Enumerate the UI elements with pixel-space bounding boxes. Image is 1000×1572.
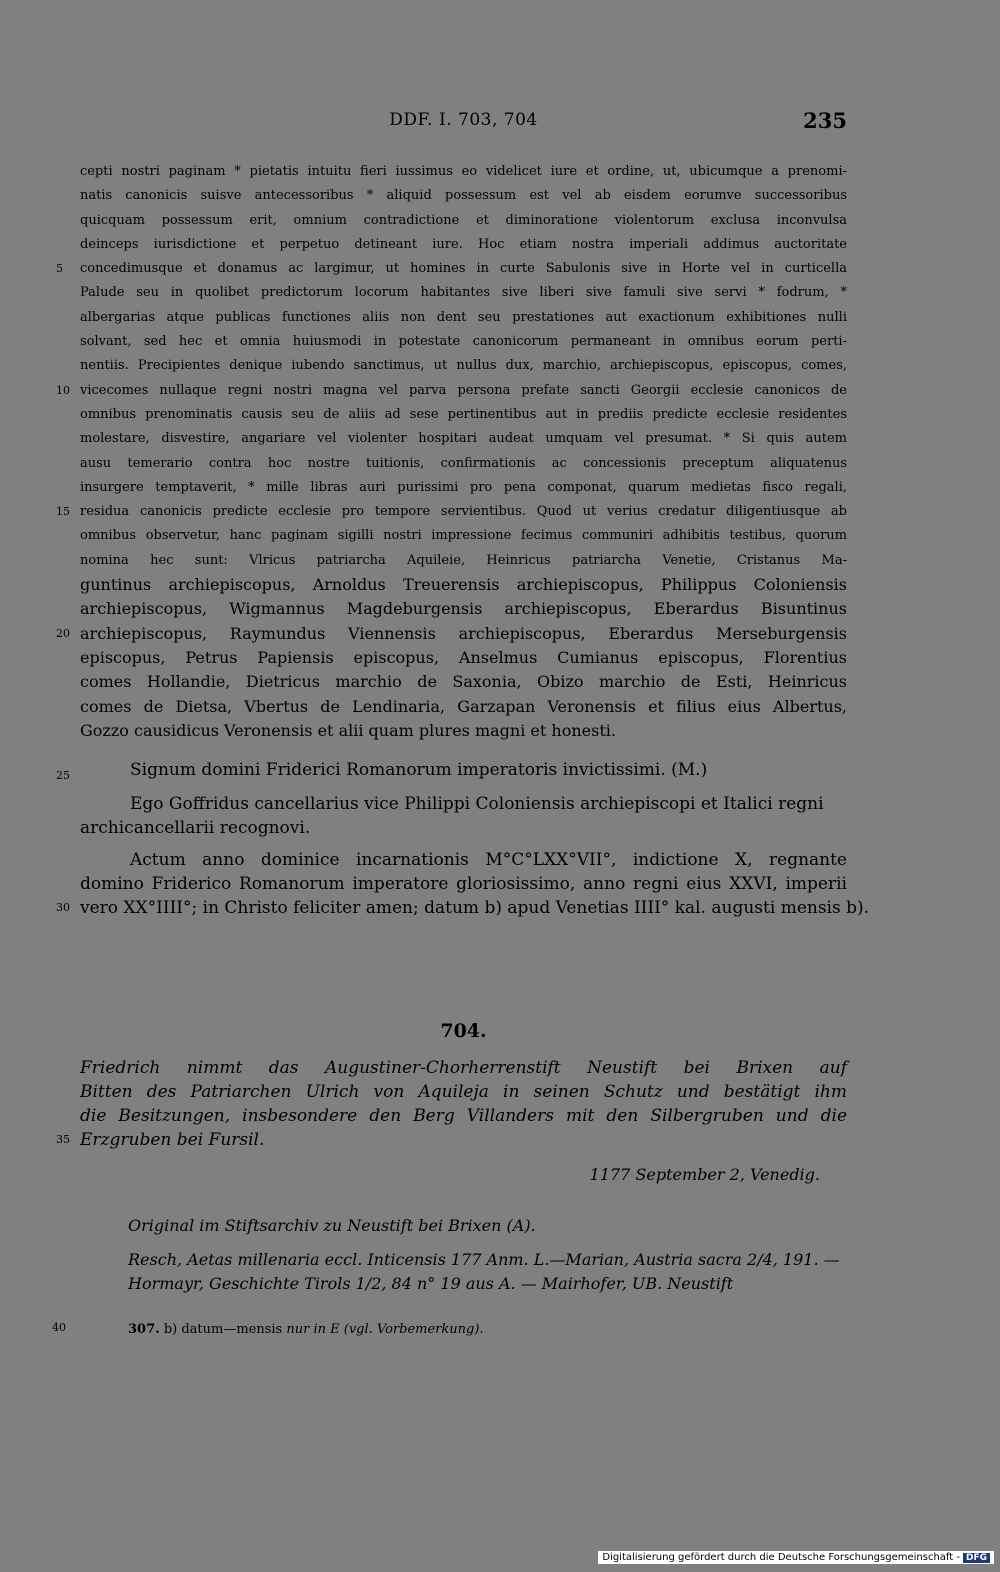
footnote: [128, 1322, 484, 1337]
charter-text: [56, 160, 847, 743]
line-text: vero XX°IIII°; in Christo feliciter amen; datum b) apud Venetias IIII° kal. augusti mensis b).: [80, 898, 870, 918]
line-text: Gozzo causidicus Veronensis et alii quam plures magni et honesti.: [80, 720, 616, 740]
text-line: [56, 622, 847, 646]
line-text: natis canonicis suisve antecessoribus * aliquid possessum est vel ab eisdem eorumve successoribus: [80, 188, 847, 204]
line-text: nomina hec sunt: Vlricus patriarcha Aquileie, Heinricus patriarcha Venetie, Cristanus Ma-: [80, 552, 847, 568]
actum-paragraph: [56, 848, 870, 920]
line-number: 20: [56, 626, 70, 640]
text-line: [80, 549, 847, 573]
line-number: 40: [52, 1321, 66, 1334]
text-line: [80, 476, 847, 500]
line-text: guntinus archiepiscopus, Arnoldus Treuerensis archiepiscopus, Philippus Coloniensis: [80, 575, 847, 595]
line-text: episcopus, Petrus Papiensis episcopus, Anselmus Cumianus episcopus, Florentius: [80, 647, 847, 667]
text-line: [80, 306, 847, 330]
line-text: Friedrich nimmt das Augustiner-Chorherrenstift Neustift bei Brixen auf: [80, 1058, 847, 1078]
text-line: [56, 500, 847, 524]
line-text: cepti nostri paginam * pietatis intuitu fieri iussimus eo videlicet iure et ordine, ut, ubicumque a prenomi-: [80, 164, 847, 179]
credit-text: Digitalisierung gefördert durch die Deutsche Forschungsgemeinschaft -: [602, 1552, 960, 1563]
line-text: domino Friderico Romanorum imperatore gloriosissimo, anno regni eius XXVI, imperii: [80, 874, 847, 894]
summary-line: [56, 1128, 847, 1152]
text-line: [80, 719, 847, 743]
page-number: 235: [803, 108, 847, 133]
text-line: [80, 427, 847, 451]
text-line: [56, 896, 870, 920]
text-line: [80, 233, 847, 257]
line-text: insurgere temptaverit, * mille libras auri purissimi pro pena componat, quarum medietas fisco regali,: [80, 479, 847, 495]
footnote-note: nur in E (vgl. Vorbemerkung).: [286, 1322, 484, 1337]
line-text: Erzgruben bei Fursil.: [80, 1130, 265, 1150]
line-text: die Besitzungen, insbesondere den Berg Villanders mit den Silbergruben und die: [80, 1106, 847, 1126]
text-line: [80, 573, 847, 597]
line-text: ausu temerario contra hoc nostre tuitionis, confirmationis ac concessionis preceptum aliquatenus: [80, 455, 847, 471]
text-line: [80, 354, 847, 378]
source-original: Original im Stiftsarchiv zu Neustift bei Brixen (A).: [128, 1216, 536, 1235]
signum-line: [56, 758, 847, 782]
text-line: [56, 257, 847, 281]
document-summary: [56, 1056, 847, 1152]
line-text: concedimusque et donamus ac largimur, ut homines in curte Sabulonis sive in Horte vel in curticella: [80, 261, 847, 277]
line-number: 35: [56, 1133, 70, 1146]
line-text: deinceps iurisdictione et perpetuo detineant iure. Hoc etiam nostra imperiali addimus auctoritate: [80, 236, 847, 252]
source-editions: Resch, Aetas millenaria eccl. Inticensis 177 Anm. L.—Marian, Austria sacra 2/4, 191. — Hormayr, Geschichte Tirols 1/2, 84 n° 19 aus A. — Mairhofer, UB. Neustift: [128, 1250, 840, 1293]
summary-line: [80, 1056, 847, 1080]
line-number: 30: [56, 901, 70, 914]
text-line: [80, 184, 847, 208]
line-text: quicquam possessum erit, omnium contradictione et diminoratione violentorum exclusa inconvulsa: [80, 212, 847, 228]
line-text: comes Hollandie, Dietricus marchio de Saxonia, Obizo marchio de Esti, Heinricus: [80, 672, 847, 692]
text-line: [80, 452, 847, 476]
text-line: [80, 524, 847, 548]
line-number: 5: [56, 262, 63, 276]
footnote-marker: b) datum—mensis: [163, 1322, 283, 1337]
text-line: [80, 403, 847, 427]
text-line: [80, 281, 847, 305]
signum-text: Signum domini Friderici Romanorum imperatoris invictissimi. (M.): [130, 760, 708, 780]
text-line: [80, 209, 847, 233]
line-text: archiepiscopus, Wigmannus Magdeburgensis archiepiscopus, Eberardus Bisuntinus: [80, 599, 847, 619]
document-number: 704.: [440, 1020, 487, 1042]
text-line: [80, 597, 847, 621]
line-text: Actum anno dominice incarnationis M°C°LXX°VII°, indictione X, regnante: [130, 850, 847, 870]
text-line: [80, 848, 847, 872]
header-reference: DDF. I. 703, 704: [389, 110, 538, 130]
line-text: Bitten des Patriarchen Ulrich von Aquileja in seinen Schutz und bestätigt ihm: [80, 1082, 847, 1102]
line-number: 10: [56, 383, 70, 397]
line-text: vicecomes nullaque regni nostri magna vel parva persona prefate sancti Georgii ecclesie canonicos de: [80, 382, 847, 398]
line-text: albergarias atque publicas functiones aliis non dent seu prestationes aut exactionum exhibitiones nulli: [80, 309, 847, 325]
text-line: [80, 695, 847, 719]
text-line: [80, 160, 847, 184]
text-line: [56, 379, 847, 403]
summary-line: [80, 1080, 847, 1104]
dateline: 1177 September 2, Venedig.: [589, 1165, 820, 1184]
line-text: residua canonicis predicte ecclesie pro tempore servientibus. Quod ut verius credatur diligentiusque ab: [80, 504, 847, 520]
text-line: [80, 670, 847, 694]
page-header: [80, 110, 847, 136]
text-line: [80, 330, 847, 354]
line-text: nentiis. Precipientes denique iubendo sanctimus, ut nullus dux, marchio, archiepiscopus, episcopus, comes,: [80, 358, 847, 374]
line-text: comes de Dietsa, Vbertus de Lendinaria, Garzapan Veronensis et filius eius Albertus,: [80, 696, 847, 716]
recognition-paragraph: [80, 792, 847, 840]
line-text: archiepiscopus, Raymundus Viennensis archiepiscopus, Eberardus Merseburgensis: [80, 623, 847, 643]
sources-section: [128, 1214, 840, 1296]
line-text: molestare, disvestire, angariare vel violenter hospitari audeat umquam vel presumat. * Si quis autem: [80, 431, 847, 447]
text-line: [80, 646, 847, 670]
recognition-text: Ego Goffridus cancellarius vice Philippi Coloniensis archiepiscopi et Italici regni archicancellarii recognovi.: [80, 794, 824, 838]
line-text: omnibus observetur, hanc paginam sigilli nostri impressione fecimus communiri adhibitis testibus, quorum: [80, 528, 847, 544]
text-line: [80, 872, 847, 896]
footnote-ref: 307.: [128, 1322, 160, 1337]
dfg-logo-icon: DFG: [963, 1553, 990, 1563]
summary-line: [80, 1104, 847, 1128]
line-text: omnibus prenominatis causis seu de aliis ad sese pertinentibus aut in prediis predicte ecclesie residentes: [80, 406, 847, 422]
line-text: Palude seu in quolibet predictorum locorum habitantes sive liberi sive famuli sive servi * fodrum, *: [80, 285, 847, 301]
line-text: solvant, sed hec et omnia huiusmodi in potestate canonicorum permaneant in omnibus eorum perti-: [80, 334, 847, 350]
line-number: 15: [56, 505, 70, 519]
line-number: 25: [56, 769, 70, 782]
digitization-credit: [598, 1551, 994, 1564]
